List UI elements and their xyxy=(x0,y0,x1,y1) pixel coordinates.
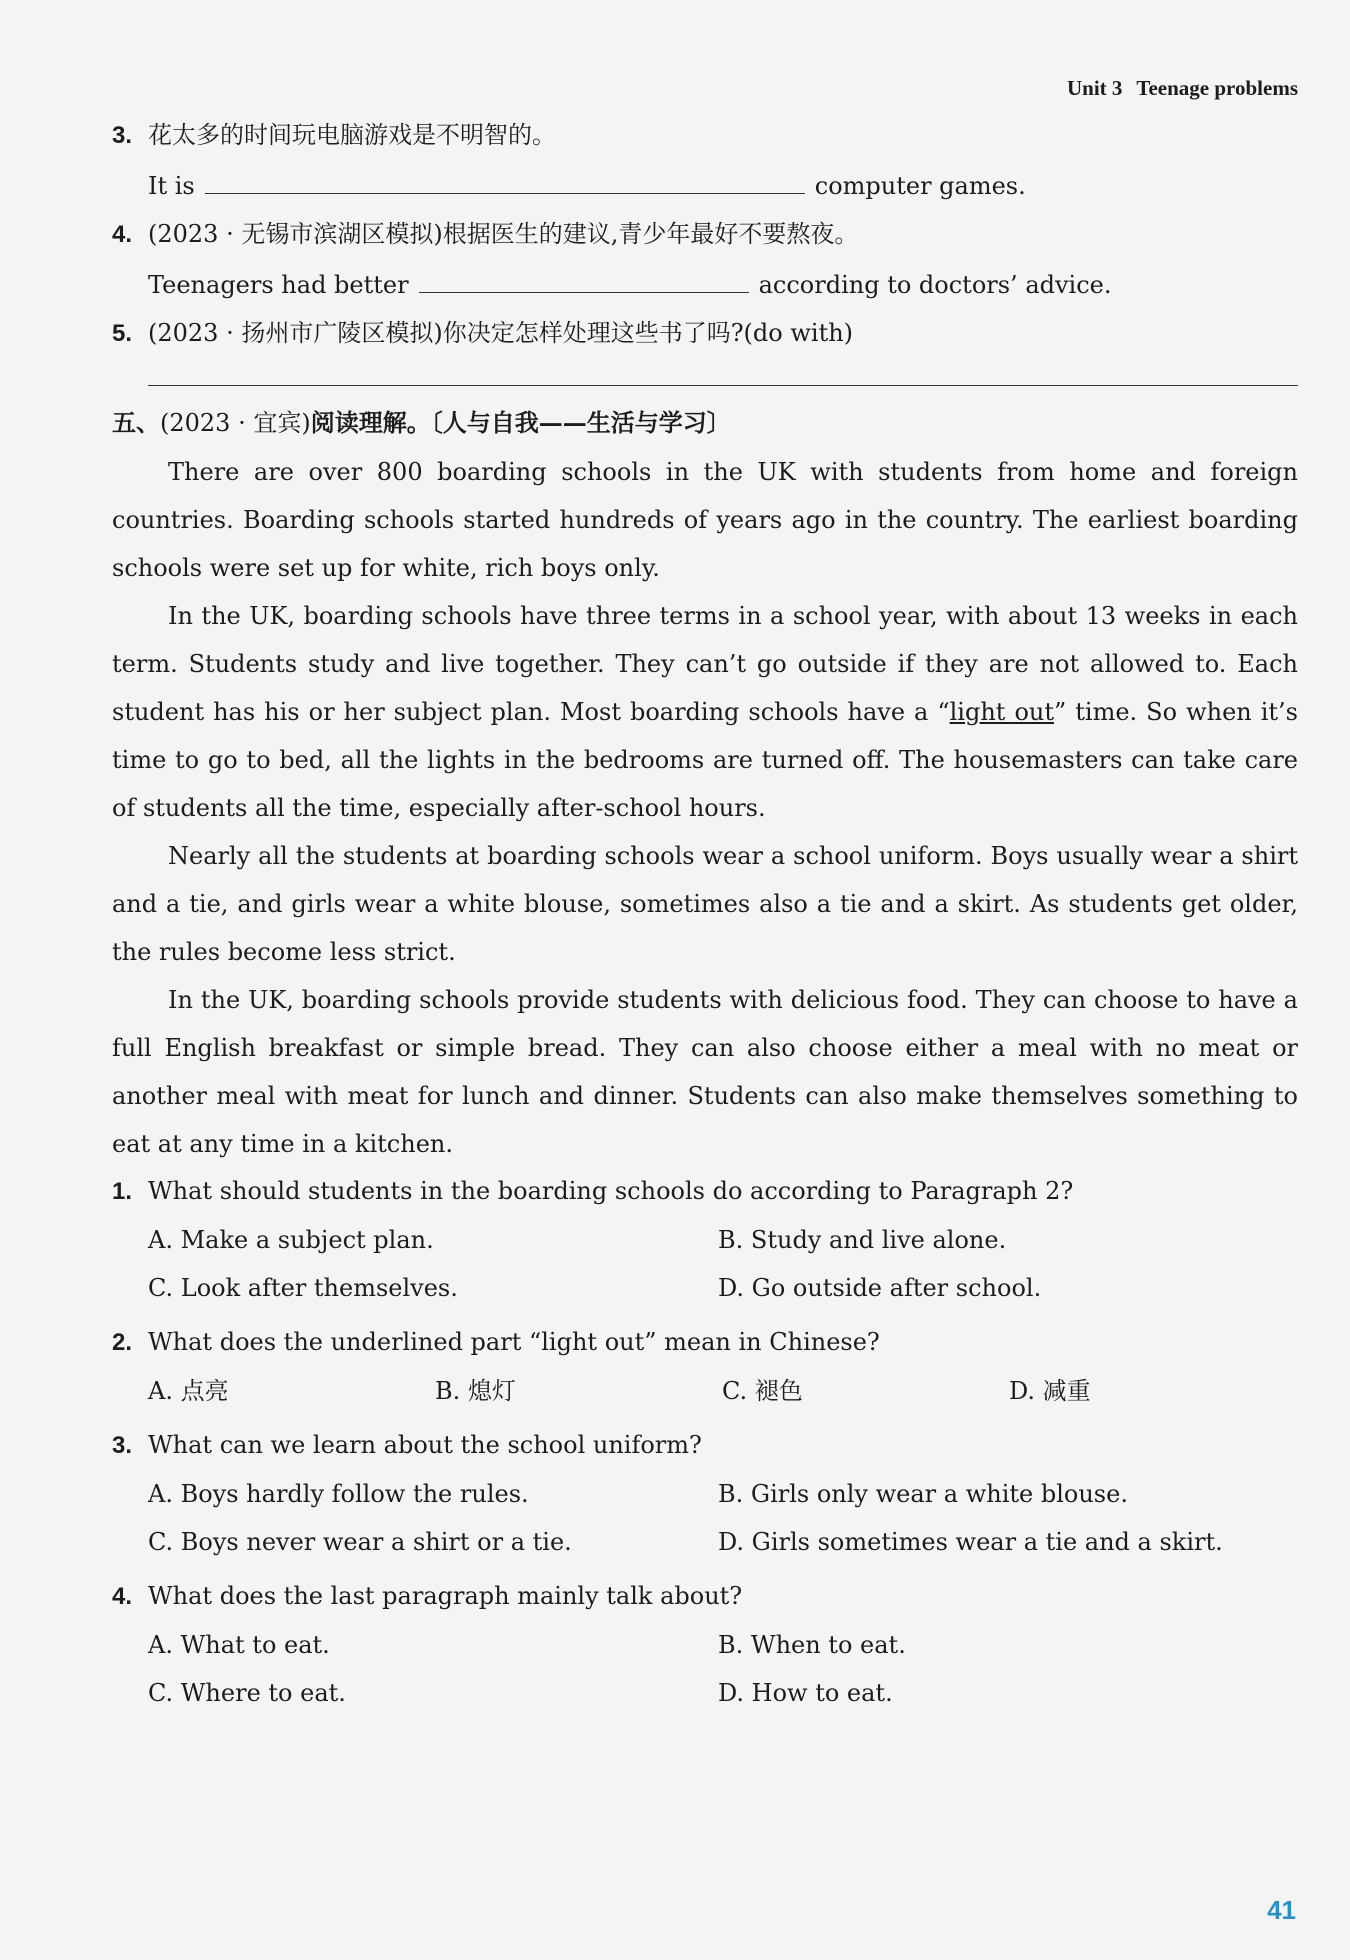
options-3 xyxy=(112,1477,1298,1573)
option-a[interactable]: A. Make a subject plan. xyxy=(148,1226,434,1254)
underlined-phrase: light out xyxy=(949,698,1054,726)
option-a[interactable]: A. 点亮 xyxy=(148,1377,229,1405)
question-1 xyxy=(112,1174,1298,1209)
answer-line-4 xyxy=(112,266,1298,302)
passage-paragraph-3: Nearly all the students at boarding schools wear a school uniform. Boys usually wear a shirt and a tie, and girls wear a white blouse, sometimes also a tie and a skirt. As students get older, the rules become less strict. xyxy=(112,842,1298,966)
item-number: 3. xyxy=(112,122,133,149)
section-heading xyxy=(112,406,1298,440)
question-number: 1. xyxy=(112,1178,133,1205)
page-content xyxy=(112,118,1298,1724)
unit-label: Unit 3 xyxy=(1066,76,1123,100)
section-number: 五、 xyxy=(112,408,160,437)
chinese-prompt: (2023 · 无锡市滨湖区模拟)根据医生的建议,青少年最好不要熬夜。 xyxy=(148,220,859,248)
question-2 xyxy=(112,1325,1298,1360)
sentence-start: Teenagers had better xyxy=(148,271,409,299)
question-number: 4. xyxy=(112,1583,133,1610)
chinese-prompt: (2023 · 扬州市广陵区模拟)你决定怎样处理这些书了吗?(do with) xyxy=(148,319,854,347)
passage-paragraph-2 xyxy=(112,592,1298,832)
option-a[interactable]: A. What to eat. xyxy=(148,1631,330,1659)
sentence-start: It is xyxy=(148,172,195,200)
option-b[interactable]: B. Girls only wear a white blouse. xyxy=(718,1480,1128,1508)
question-number: 3. xyxy=(112,1432,133,1459)
section-source: (2023 · 宜宾) xyxy=(160,409,311,437)
unit-title: Teenage problems xyxy=(1136,76,1298,100)
question-text: What can we learn about the school uniform? xyxy=(148,1431,702,1459)
options-1 xyxy=(112,1223,1298,1319)
options-4 xyxy=(112,1628,1298,1724)
question-4 xyxy=(112,1579,1298,1614)
option-c[interactable]: C. Where to eat. xyxy=(148,1679,346,1707)
option-d[interactable]: D. 减重 xyxy=(1009,1377,1091,1405)
option-b[interactable]: B. 熄灯 xyxy=(435,1377,516,1405)
options-2 xyxy=(112,1374,1298,1422)
option-b[interactable]: B. When to eat. xyxy=(718,1631,906,1659)
translation-item-3 xyxy=(112,118,1298,153)
sentence-end: computer games. xyxy=(814,172,1026,200)
translation-item-5 xyxy=(112,316,1298,351)
paragraph-text: ” time. So when it’s time to go to bed, all the lights in the bedrooms are turned off. The housemasters can take care of students all the time, especially after-school hours. xyxy=(112,698,1298,822)
paragraph-text: In the UK, boarding schools have three terms in a school year, with about 13 weeks in each term. Students study and live together. They can’t go outside if they are not allowed to. Each student has his or her subject plan. Most boarding schools have a “ xyxy=(112,602,1298,726)
option-d[interactable]: D. How to eat. xyxy=(718,1679,893,1707)
answer-blank-full[interactable] xyxy=(148,365,1298,386)
option-a[interactable]: A. Boys hardly follow the rules. xyxy=(148,1480,529,1508)
question-3 xyxy=(112,1428,1298,1463)
chinese-prompt: 花太多的时间玩电脑游戏是不明智的。 xyxy=(148,121,556,149)
option-d[interactable]: D. Go outside after school. xyxy=(718,1274,1042,1302)
answer-blank[interactable] xyxy=(205,167,805,194)
question-text: What does the last paragraph mainly talk about? xyxy=(148,1582,743,1610)
option-c[interactable]: C. Look after themselves. xyxy=(148,1274,458,1302)
sentence-end: according to doctors’ advice. xyxy=(758,271,1112,299)
option-d[interactable]: D. Girls sometimes wear a tie and a skirt. xyxy=(718,1528,1223,1556)
page-number: 41 xyxy=(1267,1895,1296,1925)
translation-item-4 xyxy=(112,217,1298,252)
question-text: What does the underlined part “light out” mean in Chinese? xyxy=(148,1328,880,1356)
answer-line-3 xyxy=(112,167,1298,203)
question-number: 2. xyxy=(112,1329,133,1356)
item-number: 4. xyxy=(112,221,133,248)
page-header xyxy=(1067,76,1298,101)
section-title: 阅读理解。〔人与自我——生活与学习〕 xyxy=(310,408,731,437)
item-number: 5. xyxy=(112,320,133,347)
answer-blank[interactable] xyxy=(419,266,749,293)
option-c[interactable]: C. Boys never wear a shirt or a tie. xyxy=(148,1528,572,1556)
question-text: What should students in the boarding schools do according to Paragraph 2? xyxy=(148,1177,1074,1205)
passage-paragraph-1: There are over 800 boarding schools in the UK with students from home and foreign countries. Boarding schools started hundreds of years ago in the country. The earliest boarding schools were set up for white, rich boys only. xyxy=(112,458,1298,582)
option-b[interactable]: B. Study and live alone. xyxy=(718,1226,1007,1254)
option-c[interactable]: C. 褪色 xyxy=(722,1377,803,1405)
passage-paragraph-4: In the UK, boarding schools provide students with delicious food. They can choose to have a full English breakfast or simple bread. They can also choose either a meal with no meat or another meal with meat for lunch and dinner. Students can also make themselves something to eat at any time in a kitchen. xyxy=(112,986,1298,1158)
